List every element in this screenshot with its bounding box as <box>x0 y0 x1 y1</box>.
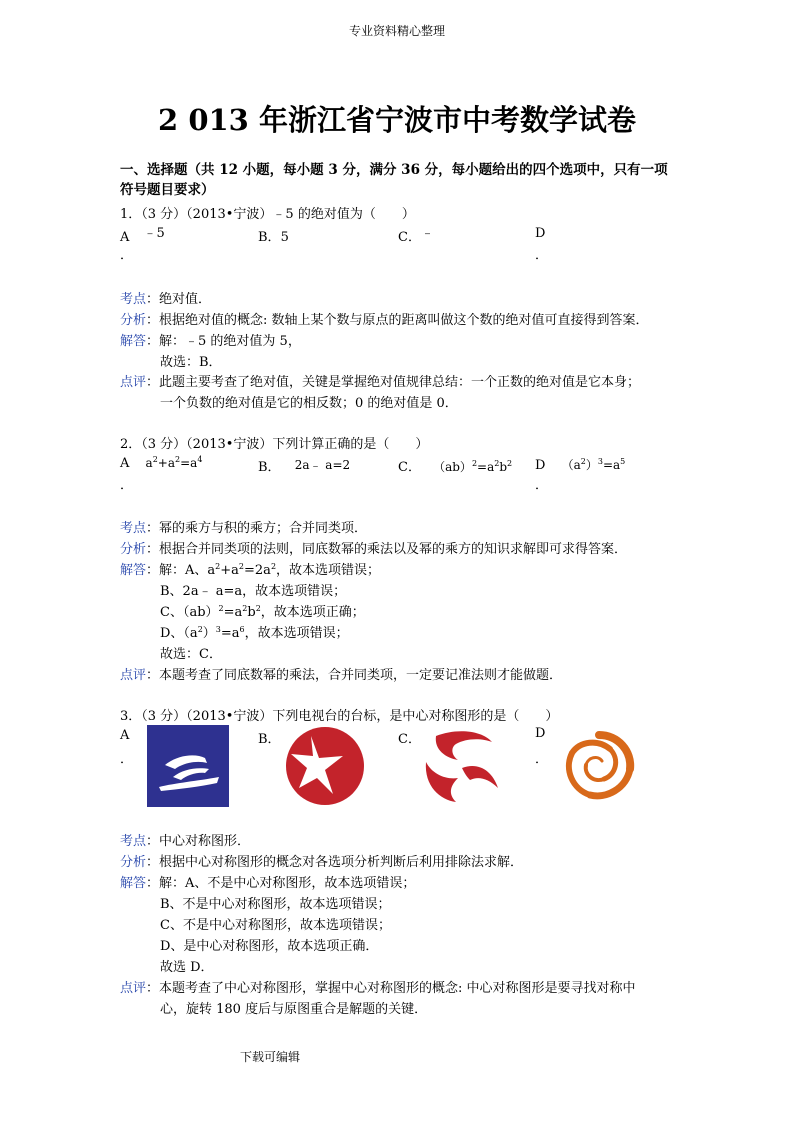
option-letter: A <box>120 456 130 471</box>
q3-dianping <box>120 977 636 996</box>
option-dot: ． <box>120 248 134 263</box>
q2-stem: 2．（3 分）（2013•宁波）下列计算正确的是（ ） <box>120 437 429 452</box>
q1-jieda <box>120 330 301 349</box>
option-value: $(ab)^2=a^2b^2$ <box>433 459 513 474</box>
q2-jieda-d: D、$(a^2)^3=a^6$，故本选项错误； <box>160 625 349 641</box>
q3-fenxi-text: ：根据中心对称图形的概念对各选项分析判断后利用排除法求解． <box>146 855 524 870</box>
q1-option-c <box>398 226 434 245</box>
label-jieda: 解答 <box>120 876 147 891</box>
q2-dianping-text: ：本题考查了同底数幂的乘法，合并同类项，一定要记准法则才能做题． <box>146 668 563 683</box>
option-letter: C． <box>398 460 421 475</box>
q1-jieda-text: ：解：﹣5 的绝对值为 5， <box>146 334 301 349</box>
q2-jieda-prefix: ：解： <box>146 563 186 578</box>
q1-option-b <box>258 226 289 245</box>
label-dianping: 点评 <box>120 668 147 683</box>
q1-stem: 1．（3 分）（2013•宁波）﹣5 的绝对值为（ ） <box>120 207 415 222</box>
option-dot: ． <box>535 248 549 263</box>
q2-option-c <box>398 456 512 475</box>
q1-fenxi-text: ：根据绝对值的概念: 数轴上某个数与原点的距离叫做这个数的绝对值可直接得到答案． <box>146 313 649 328</box>
q2-jieda-b: B、2a﹣ a=a，故本选项错误； <box>160 584 347 599</box>
option-letter: D <box>535 226 546 241</box>
option-dot: ． <box>120 752 134 767</box>
page-title: 2 013 年浙江省宁波市中考数学试卷 <box>158 103 636 137</box>
option-letter: C． <box>398 230 421 245</box>
label-dianping: 点评 <box>120 375 147 390</box>
option-letter: A <box>120 230 130 245</box>
q3-kaodian <box>120 830 250 849</box>
option-letter: B． <box>258 230 281 245</box>
q3-option-c-letter: C． <box>398 732 421 747</box>
q2-kaodian-text: ：幂的乘方与积的乘方；合并同类项． <box>146 521 368 536</box>
q2-fenxi-text: ：根据合并同类项的法则，同底数幂的乘法以及幂的乘方的知识求解即可求得答案． <box>146 542 628 557</box>
label-fenxi: 分析 <box>120 313 147 328</box>
q3-option-b-letter: B． <box>258 732 281 747</box>
option-dot: ． <box>120 478 134 493</box>
q2-option-d <box>535 456 625 473</box>
label-kaodian: 考点 <box>120 292 147 307</box>
option-dot: ． <box>535 478 549 493</box>
q3-jieda-b: B、不是中心对称图形，故本选项错误； <box>160 897 391 912</box>
label-jieda: 解答 <box>120 334 147 349</box>
q3-stem: 3．（3 分）（2013•宁波）下列电视台的台标，是中心对称图形的是（ ） <box>120 709 559 724</box>
zhejiang-tv-logo-icon <box>147 725 229 807</box>
q2-kaodian <box>120 517 367 536</box>
q3-dianping-text: ：本题考查了中心对称图形，掌握中心对称图形的概念: 中心对称图形是要寻找对称中 <box>146 981 636 996</box>
q3-jieda-answer: 故选 D． <box>160 960 214 975</box>
q3-jieda-d: D、是中心对称图形，故本选项正确． <box>160 939 379 954</box>
label-kaodian: 考点 <box>120 521 147 536</box>
q3-jieda-a: ：解：A、不是中心对称图形，故本选项错误； <box>146 876 416 891</box>
q1-kaodian-text: ：绝对值． <box>146 292 212 307</box>
q3-kaodian-text: ：中心对称图形． <box>146 834 251 849</box>
page-footer: 下载可编辑 <box>240 1050 301 1064</box>
q2-option-b <box>258 456 350 475</box>
option-value: $(a^2)^3=a^5$ <box>561 457 626 472</box>
option-letter: D <box>535 458 546 473</box>
orange-spiral-logo-icon <box>560 727 638 805</box>
label-dianping: 点评 <box>120 981 147 996</box>
option-dot: ． <box>535 752 549 767</box>
q1-dianping-text: ：此题主要考查了绝对值，关键是掌握绝对值规律总结：一个正数的绝对值是它本身； <box>146 375 641 390</box>
option-value: 2a﹣ a=2 <box>294 458 351 472</box>
q3-option-d-letter: D <box>535 726 546 741</box>
q3-option-a-letter: A <box>120 728 130 743</box>
option-value: ﹣5 <box>143 226 165 241</box>
label-jieda: 解答 <box>120 563 147 578</box>
page-header: 专业资料精心整理 <box>348 24 445 38</box>
q1-fenxi <box>120 309 649 328</box>
q2-jieda: 解答：解：A、$a^2+a^2=2a^2$，故本选项错误； <box>120 562 381 578</box>
q1-kaodian <box>120 288 211 307</box>
q1-option-d <box>535 226 545 241</box>
option-value: 5 <box>280 230 289 245</box>
q3-jieda-c: C、不是中心对称图形，故本选项错误； <box>160 918 391 933</box>
label-kaodian: 考点 <box>120 834 147 849</box>
q2-option-a <box>120 456 202 471</box>
q3-jieda <box>120 872 415 891</box>
red-ribbon-logo-icon <box>422 728 502 806</box>
q2-fenxi <box>120 538 627 557</box>
label-fenxi: 分析 <box>120 855 147 870</box>
option-value: $a^2+a^2=a^4$ <box>145 455 203 470</box>
q2-dianping <box>120 664 562 683</box>
label-fenxi: 分析 <box>120 542 147 557</box>
option-letter: B． <box>258 460 281 475</box>
q1-option-a <box>120 226 165 245</box>
q2-jieda-answer: 故选：C． <box>160 647 222 662</box>
q1-dianping-cont: 一个负数的绝对值是它的相反数；0 的绝对值是 0． <box>160 396 458 411</box>
q3-fenxi <box>120 851 523 870</box>
q1-dianping <box>120 371 640 390</box>
q1-jieda-answer: 故选：B． <box>160 355 222 370</box>
q3-dianping-cont: 心，旋转 180 度后与原图重合是解题的关键． <box>160 1002 428 1017</box>
q2-jieda-c: C、$(ab)^2=a^2b^2$，故本选项正确； <box>160 604 365 620</box>
option-value: ﹣ <box>420 226 434 241</box>
section-heading: 一、选择题（共 12 小题，每小题 3 分，满分 36 分，每小题给出的四个选项中，只有一项符号题目要求） <box>120 162 668 198</box>
red-star-logo-icon <box>285 726 365 806</box>
